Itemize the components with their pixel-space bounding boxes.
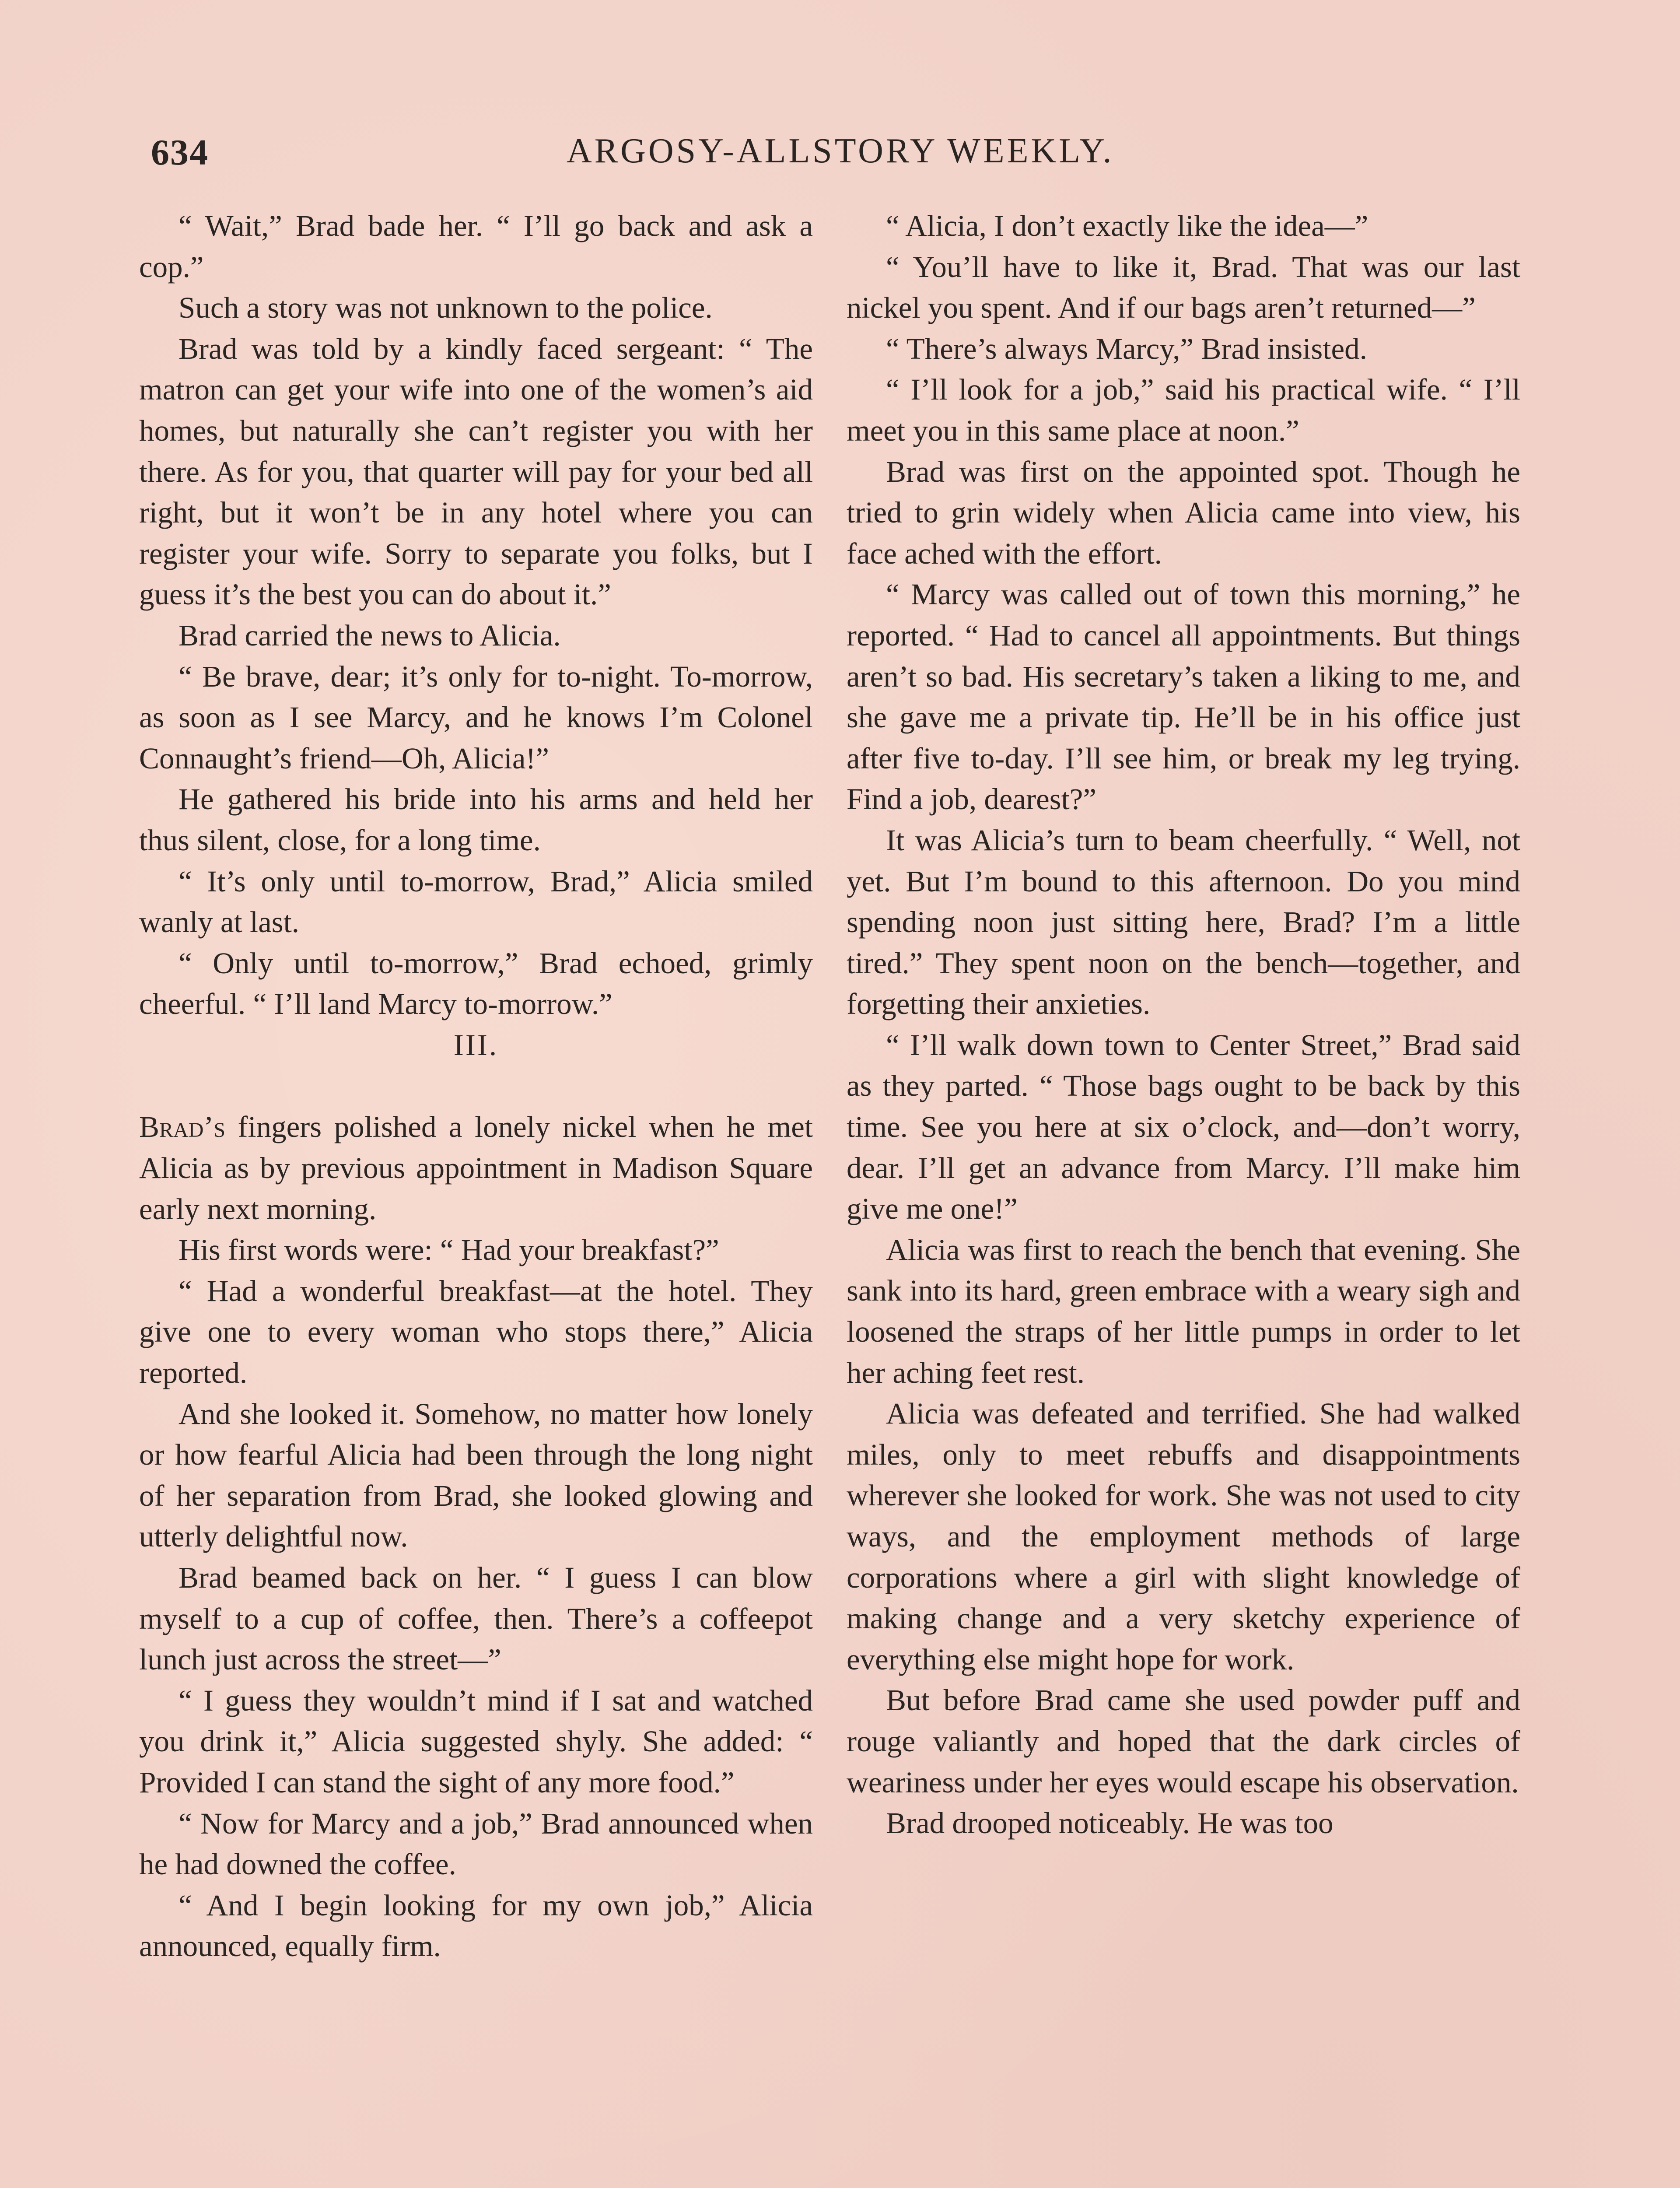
paragraph: “ And I begin looking for my own job,” Alicia announced, equally firm.	[139, 1888, 813, 1963]
paragraph: “ Alicia, I don’t exactly like the idea—”	[886, 209, 1368, 242]
paragraph-text: fingers polished a lonely nickel when he met Alicia as by previous appointment in Madison Square early next morning.	[139, 1110, 813, 1226]
page-number: 634	[151, 132, 209, 173]
paragraph: And she looked it. Somehow, no matter how lonely or how fearful Alicia had been through the long night of her separation from Brad, she looked glowing and utterly delightful now.	[139, 1397, 813, 1553]
paragraph: Brad beamed back on her. “ I guess I can blow myself to a cup of coffee, then. There’s a coffeepot lunch just across the street—”	[139, 1561, 813, 1676]
paragraph: Brad carried the news to Alicia.	[178, 618, 561, 652]
paragraph: Brad drooped noticeably. He was too	[886, 1806, 1334, 1840]
paragraph: “ There’s always Marcy,” Brad insisted.	[886, 332, 1367, 365]
paragraph: His first words were: “ Had your breakfast?”	[178, 1233, 719, 1267]
paragraph: “ Marcy was called out of town this morning,” he reported. “ Had to cancel all appointments. But things aren’t so bad. His secretary’s taken a liking to me, and she gave me a private tip. He’ll be in his office just after five to-day. I’ll see him, or break my leg trying. Find a job, dearest?”	[847, 578, 1520, 816]
paragraph: Alicia was defeated and terrified. She had walked miles, only to meet rebuffs and disappointments wherever she looked for work. She was not used to city ways, and the employment methods of large corporations where a girl with slight knowledge of making change and a very sketchy experience of everything else might hope for work.	[847, 1397, 1520, 1676]
paragraph: “ Now for Marcy and a job,” Brad announced when he had downed the coffee.	[139, 1806, 813, 1881]
paragraph: “ Had a wonderful breakfast—at the hotel. They give one to every woman who stops there,” Alicia reported.	[139, 1274, 813, 1390]
left-column	[139, 206, 813, 1967]
paragraph: Brad was first on the appointed spot. Though he tried to grin widely when Alicia came into view, his face ached with the effort.	[847, 455, 1520, 570]
right-column	[847, 206, 1520, 1844]
paragraph: Brad was told by a kindly faced sergeant: “ The matron can get your wife into one of the women’s aid homes, but naturally she can’t register you with her there. As for you, that quarter will pay for your bed all right, but it won’t be in any hotel where you can register your wife. Sorry to separate you folks, but I guess it’s the best you can do about it.”	[139, 332, 813, 611]
section-heading: III.	[453, 1028, 499, 1062]
paragraph: Such a story was not unknown to the police.	[178, 291, 713, 325]
running-head	[151, 131, 1542, 179]
paragraph: “ I guess they wouldn’t mind if I sat and watched you drink it,” Alicia suggested shyly. She added: “ Provided I can stand the sight of any more food.”	[139, 1683, 813, 1799]
paragraph: It was Alicia’s turn to beam cheerfully. “ Well, not yet. But I’m bound to this afternoon. Do you mind spending noon just sitting here, Brad? I’m a little tired.” They spent noon on the bench—together, and forgetting their anxieties.	[847, 823, 1520, 1021]
paragraph: “ Be brave, dear; it’s only for to-night. To-morrow, as soon as I see Marcy, and he knows I’m Colonel Connaught’s friend—Oh, Alicia!”	[139, 659, 813, 775]
paragraph: “ I’ll walk down town to Center Street,” Brad said as they parted. “ Those bags ought to be back by this time. See you here at six o’clock, and—don’t worry, dear. I’ll get an advance from Marcy. I’ll make him give me one!”	[847, 1028, 1520, 1226]
paragraph	[139, 1107, 813, 1230]
paragraph: “ Only until to-morrow,” Brad echoed, grimly cheerful. “ I’ll land Marcy to-morrow.”	[139, 946, 813, 1021]
paragraph: But before Brad came she used powder puff and rouge valiantly and hoped that the dark circles of weariness under her eyes would escape his observation.	[847, 1683, 1520, 1799]
paragraph: He gathered his bride into his arms and held her thus silent, close, for a long time.	[139, 782, 813, 857]
paragraph: Alicia was first to reach the bench that evening. She sank into its hard, green embrace with a weary sigh and loosened the straps of her little pumps in order to let her aching feet rest.	[847, 1233, 1520, 1389]
paragraph: “ It’s only until to-morrow, Brad,” Alicia smiled wanly at last.	[139, 864, 813, 939]
paragraph: “ Wait,” Brad bade her. “ I’ll go back and ask a cop.”	[139, 209, 813, 284]
magazine-title: ARGOSY-ALLSTORY WEEKLY.	[567, 132, 1114, 170]
paragraph: “ You’ll have to like it, Brad. That was our last nickel you spent. And if our bags aren’t returned—”	[847, 250, 1520, 325]
paragraph: “ I’ll look for a job,” said his practical wife. “ I’ll meet you in this same place at noon.”	[847, 373, 1520, 447]
dropcap-word: Brad’s	[139, 1110, 226, 1144]
